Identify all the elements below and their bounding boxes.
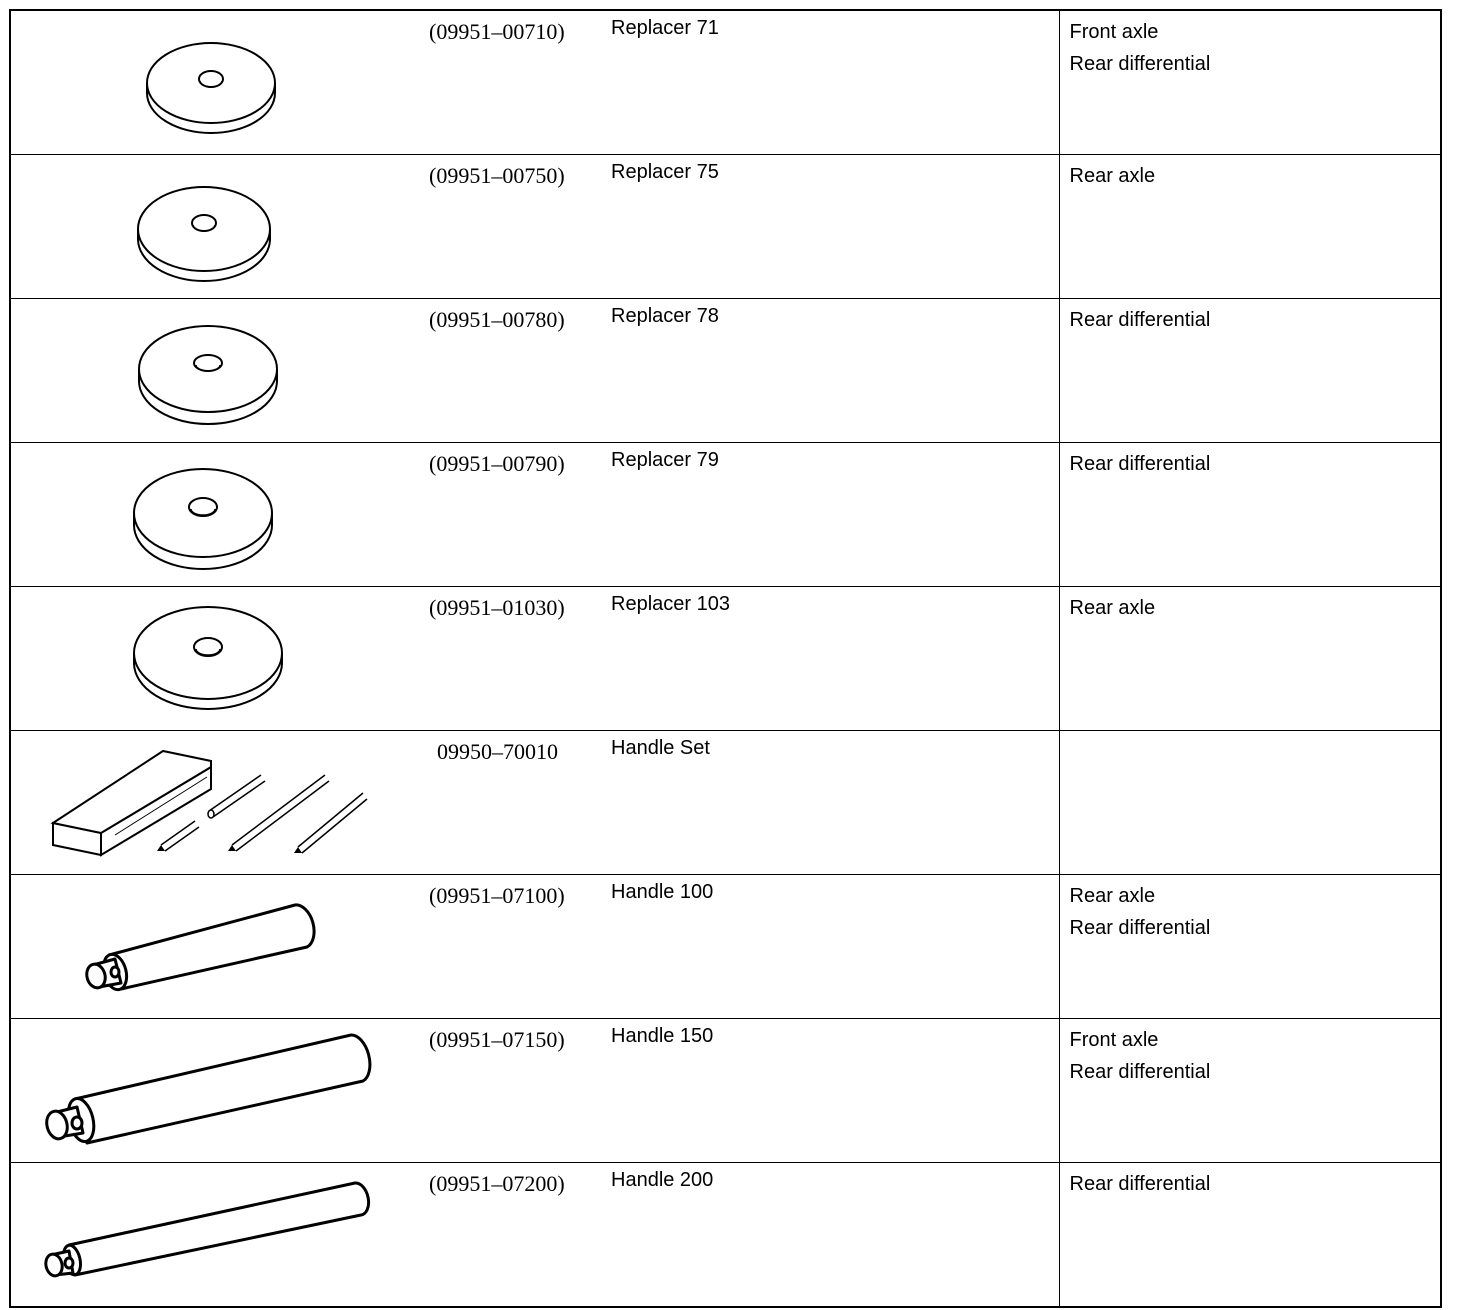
table-row bbox=[10, 10, 1441, 155]
part-number: (09951–00710) bbox=[429, 19, 565, 44]
part-number: (09951–07100) bbox=[429, 883, 565, 908]
usage-item: Front axle bbox=[1069, 1029, 1159, 1051]
part-number: (09951–00780) bbox=[429, 307, 565, 332]
replacer-disc-icon bbox=[11, 443, 411, 586]
usage-item: Rear axle bbox=[1069, 597, 1156, 619]
tool-cell bbox=[10, 1019, 1059, 1163]
tool-name: Replacer 78 bbox=[611, 305, 719, 327]
special-tools-table bbox=[9, 9, 1442, 1308]
part-number: 09950–70010 bbox=[437, 739, 558, 764]
part-number: (09951–07150) bbox=[429, 1027, 565, 1052]
table-row bbox=[10, 1019, 1441, 1163]
table-row bbox=[10, 155, 1441, 299]
usage-item: Rear axle bbox=[1069, 885, 1156, 907]
usage-item: Front axle bbox=[1069, 21, 1159, 43]
tool-cell bbox=[10, 10, 1059, 155]
replacer-disc-icon bbox=[11, 299, 411, 442]
usage-cell bbox=[1059, 299, 1441, 443]
tool-name: Handle 100 bbox=[611, 881, 714, 903]
replacer-disc-icon bbox=[11, 11, 411, 154]
usage-item: Rear differential bbox=[1069, 453, 1211, 475]
replacer-disc-icon bbox=[11, 587, 411, 730]
tool-cell bbox=[10, 587, 1059, 731]
handle-bar-icon bbox=[11, 875, 411, 1018]
usage-cell bbox=[1059, 587, 1441, 731]
tool-cell bbox=[10, 443, 1059, 587]
tool-cell bbox=[10, 875, 1059, 1019]
usage-item: Rear differential bbox=[1069, 917, 1211, 939]
part-number: (09951–07200) bbox=[429, 1171, 565, 1196]
usage-cell bbox=[1059, 1163, 1441, 1308]
table-row bbox=[10, 731, 1441, 875]
table-row bbox=[10, 299, 1441, 443]
table-row bbox=[10, 587, 1441, 731]
replacer-disc-icon bbox=[11, 155, 411, 298]
tool-cell bbox=[10, 731, 1059, 875]
usage-cell bbox=[1059, 155, 1441, 299]
usage-cell bbox=[1059, 10, 1441, 155]
part-number: (09951–00750) bbox=[429, 163, 565, 188]
tool-name: Handle 200 bbox=[611, 1169, 714, 1191]
tool-cell bbox=[10, 155, 1059, 299]
part-number: (09951–00790) bbox=[429, 451, 565, 476]
usage-item: Rear axle bbox=[1069, 165, 1156, 187]
tool-name: Handle Set bbox=[611, 737, 710, 759]
usage-item: Rear differential bbox=[1069, 53, 1211, 75]
usage-cell bbox=[1059, 1019, 1441, 1163]
usage-cell bbox=[1059, 443, 1441, 587]
tool-name: Handle 150 bbox=[611, 1025, 714, 1047]
usage-item: Rear differential bbox=[1069, 1061, 1211, 1083]
usage-cell bbox=[1059, 875, 1441, 1019]
usage-item: Rear differential bbox=[1069, 1173, 1211, 1195]
usage-item: Rear differential bbox=[1069, 309, 1211, 331]
handle-set-icon bbox=[11, 731, 411, 874]
handle-bar-icon bbox=[11, 1019, 411, 1162]
table-row bbox=[10, 1163, 1441, 1308]
part-number: (09951–01030) bbox=[429, 595, 565, 620]
table-row bbox=[10, 443, 1441, 587]
usage-cell bbox=[1059, 731, 1441, 875]
table-row bbox=[10, 875, 1441, 1019]
handle-bar-icon bbox=[11, 1163, 411, 1306]
tool-cell bbox=[10, 299, 1059, 443]
tool-name: Replacer 75 bbox=[611, 161, 719, 183]
tool-cell bbox=[10, 1163, 1059, 1308]
tool-name: Replacer 79 bbox=[611, 449, 719, 471]
tool-name: Replacer 103 bbox=[611, 593, 730, 615]
tool-name: Replacer 71 bbox=[611, 17, 719, 39]
